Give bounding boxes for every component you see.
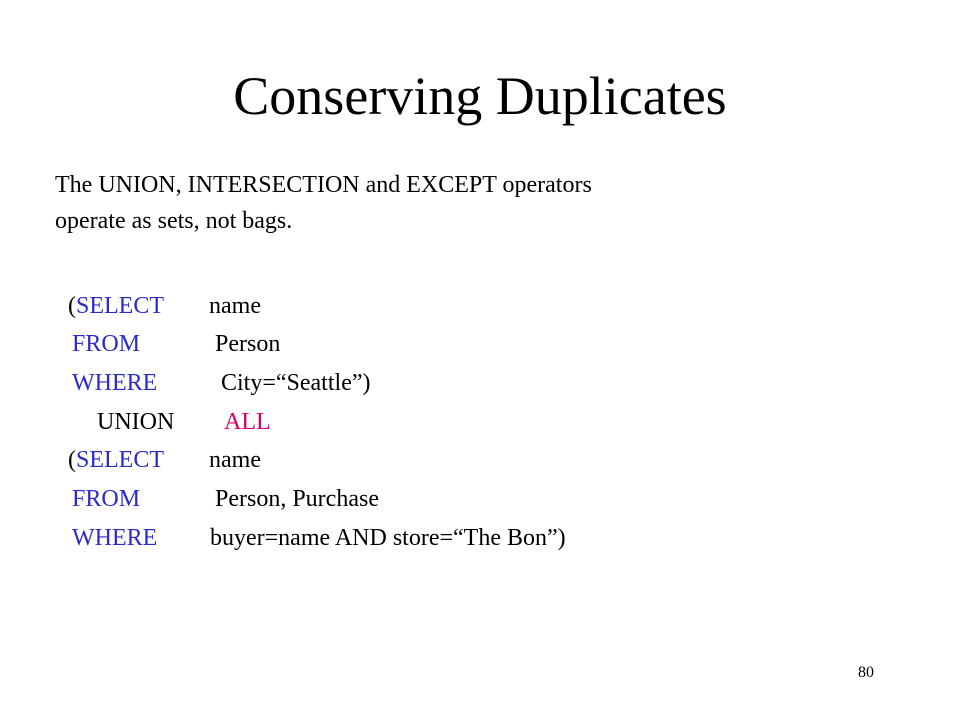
from-keyword: FROM: [72, 331, 141, 357]
slide-title: Conserving Duplicates: [233, 66, 727, 126]
from-argument: Person: [215, 331, 281, 357]
select-keyword: SELECT: [76, 293, 164, 319]
intro-text-line-2: operate as sets, not bags.: [55, 208, 293, 234]
from-argument: Person, Purchase: [215, 486, 379, 512]
where-keyword: WHERE: [72, 370, 158, 396]
intro-text-line-1: The UNION, INTERSECTION and EXCEPT operators: [55, 172, 592, 198]
sql-line-select-1: [68, 288, 164, 324]
sql-line-select-2: [68, 442, 164, 478]
page-number: 80: [858, 664, 874, 681]
open-paren: (: [68, 293, 76, 319]
where-keyword: WHERE: [72, 525, 158, 551]
from-keyword: FROM: [72, 486, 141, 512]
all-keyword: ALL: [224, 409, 271, 435]
where-argument: buyer=name AND store=“The Bon”): [210, 525, 566, 551]
select-argument: name: [209, 447, 261, 473]
where-argument: City=“Seattle”): [221, 370, 371, 396]
union-keyword: UNION: [97, 409, 175, 435]
select-keyword: SELECT: [76, 447, 164, 473]
open-paren: (: [68, 447, 76, 473]
select-argument: name: [209, 293, 261, 319]
